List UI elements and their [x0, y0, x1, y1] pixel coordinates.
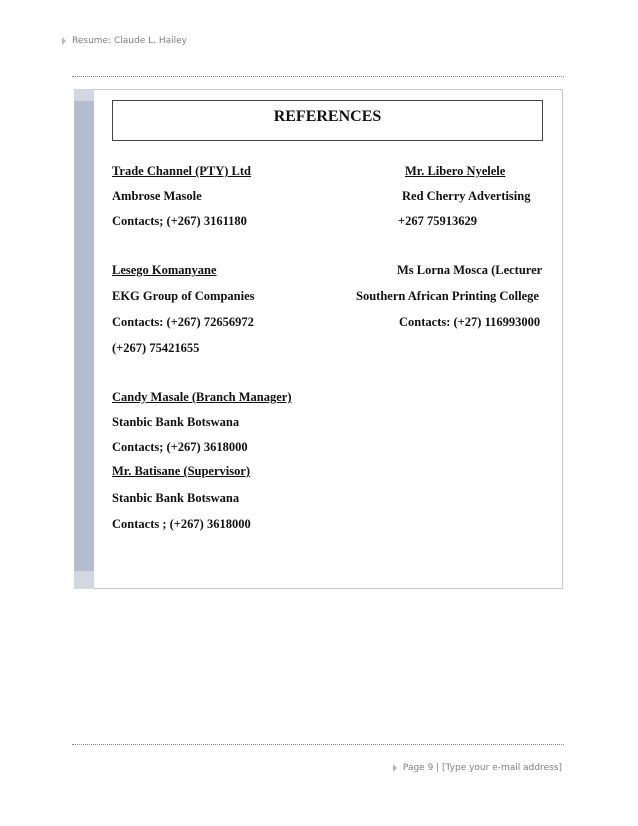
- ref-name: Mr. Libero Nyelele: [405, 164, 506, 178]
- ref-name: Lesego Komanyane: [112, 263, 217, 277]
- ref-name: Ms Lorna Mosca (Lecturer: [397, 263, 543, 277]
- ref-company: EKG Group of Companies: [112, 289, 255, 303]
- section-title: REFERENCES: [273, 108, 382, 125]
- bullet-triangle-icon: [393, 764, 397, 772]
- ref-name: Ambrose Masole: [112, 189, 202, 203]
- ref-company: Stanbic Bank Botswana: [112, 491, 240, 505]
- footer-text: Page 9 | [Type your e-mail address]: [402, 763, 562, 773]
- ref-contact: Contacts: (+27) 116993000: [399, 315, 541, 329]
- page-footer: [393, 763, 562, 773]
- ref-name: Mr. Batisane (Supervisor): [112, 464, 251, 478]
- ref-contact: Contacts: (+267) 72656972: [112, 315, 254, 329]
- ref-company: Trade Channel (PTY) Ltd: [112, 164, 252, 178]
- side-accent-bar-bottom: [74, 571, 94, 589]
- bullet-triangle-icon: [62, 37, 66, 45]
- footer-divider: [72, 744, 564, 745]
- ref-contact: (+267) 75421655: [112, 341, 200, 355]
- ref-name: Candy Masale (Branch Manager): [112, 390, 292, 404]
- ref-contact: +267 75913629: [398, 214, 477, 228]
- header-divider: [72, 76, 564, 77]
- ref-company: Red Cherry Advertising: [402, 189, 531, 203]
- side-accent-bar: [74, 89, 94, 589]
- page-header: [62, 36, 187, 46]
- ref-contact: Contacts; (+267) 3161180: [112, 214, 247, 228]
- ref-company: Stanbic Bank Botswana: [112, 415, 240, 429]
- header-text: Resume: Claude L. Hailey: [72, 36, 187, 46]
- ref-contact: Contacts ; (+267) 3618000: [112, 517, 251, 531]
- ref-company: Southern African Printing College: [356, 289, 539, 303]
- ref-contact: Contacts; (+267) 3618000: [112, 440, 248, 454]
- side-accent-bar-top: [74, 89, 94, 101]
